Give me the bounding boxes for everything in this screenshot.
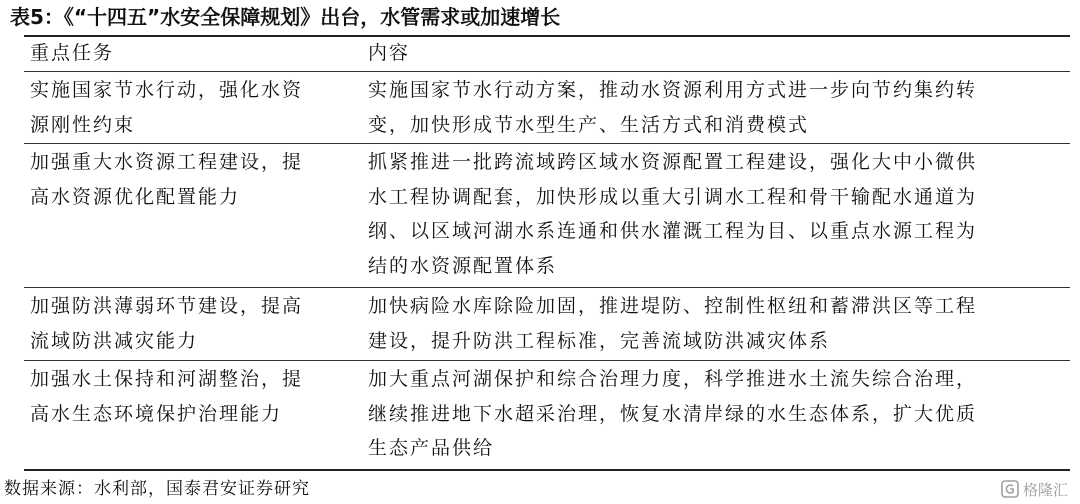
header-content: 内容	[368, 42, 411, 64]
row-divider	[24, 287, 1070, 288]
watermark-text: 格隆汇	[1022, 480, 1068, 499]
gelonghui-logo-icon	[1001, 480, 1019, 498]
row-1-content: 实施国家节水行动方案，推动水资源利用方式进一步向节约集约转 变，加快形成节水型生产、生活方式和消费模式	[368, 79, 978, 136]
header-task: 重点任务	[30, 42, 115, 64]
row-4-task: 加强水土保持和河湖整治，提 高水生态环境保护治理能力	[30, 368, 304, 425]
row-3-content: 加快病险水库除险加固，推进堤防、控制性枢纽和蓄滞洪区等工程 建设，提升防洪工程标准，完善流域防洪减灾体系	[368, 295, 978, 352]
row-1-task: 实施国家节水行动，强化水资 源刚性约束	[30, 79, 304, 136]
row-2-content: 抓紧推进一批跨流域跨区域水资源配置工程建设，强化大中小微供 水工程协调配套，加快形成以重大引调水工程和骨干输配水通道为 纲、以区域河湖水系连通和供水灌溉工程为目、以重点水源工程为 结的水资源配置体系	[368, 151, 978, 277]
table-title: 表5：《“十四五”水安全保障规划》出台，水管需求或加速增长	[10, 5, 561, 29]
table-bottom-rule	[24, 469, 1070, 471]
row-2-task: 加强重大水资源工程建设，提 高水资源优化配置能力	[30, 151, 304, 208]
watermark	[1001, 478, 1068, 500]
row-3-task: 加强防洪薄弱环节建设，提高 流域防洪减灾能力	[30, 295, 304, 352]
header-divider	[24, 71, 1070, 72]
data-source: 数据来源：水利部，国泰君安证券研究	[4, 479, 310, 499]
row-divider	[24, 360, 1070, 361]
row-divider	[24, 143, 1070, 144]
row-4-content: 加大重点河湖保护和综合治理力度，科学推进水土流失综合治理， 继续推进地下水超采治理，恢复水清岸绿的水生态体系，扩大优质 生态产品供给	[368, 368, 978, 459]
